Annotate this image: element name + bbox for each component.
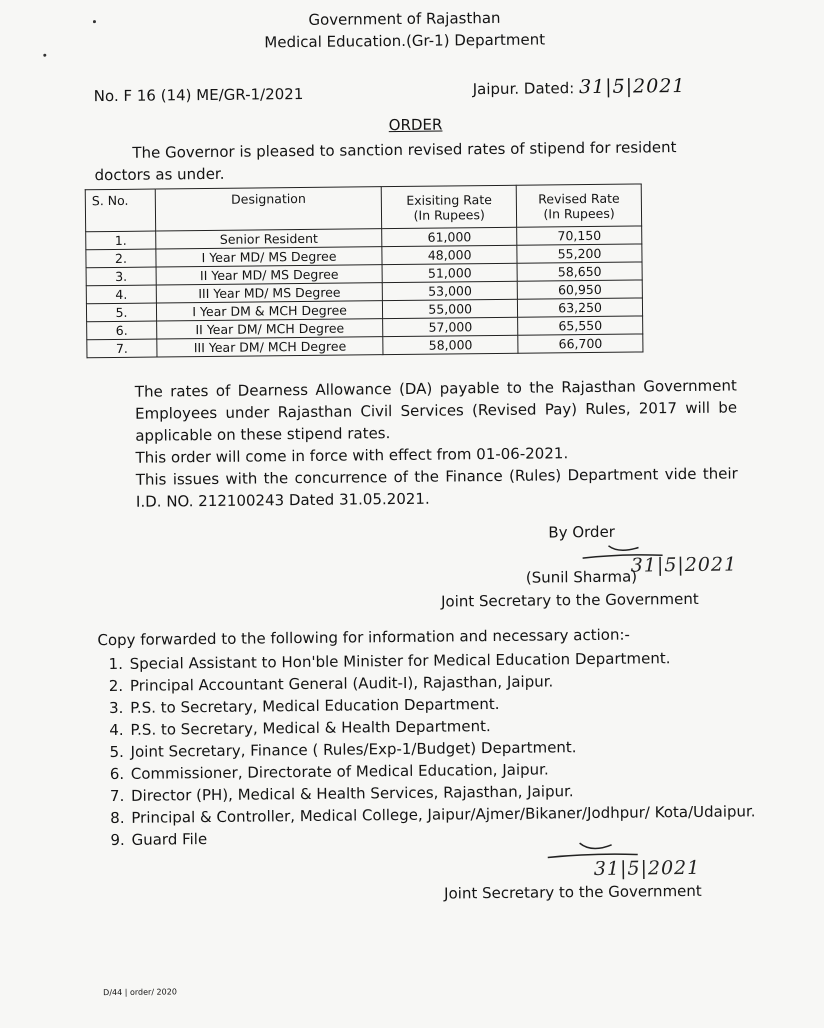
table-row: 7. III Year DM/ MCH Degree 58,000 66,700 [87, 334, 643, 358]
order-reference-number: No. F 16 (14) ME/GR-1/2021 [93, 84, 304, 106]
table-row: 6. II Year DM/ MCH Degree 57,000 65,550 [87, 316, 643, 340]
intro-line-1: The Governor is pleased to sanction revised rates of stipend for resident [132, 138, 677, 162]
list-item: 1. Special Assistant to Hon'ble Minister for Medical Education Department. [128, 646, 768, 675]
order-title: ORDER [388, 115, 443, 135]
handwritten-date: 31|5|2021 [578, 74, 686, 99]
paragraph-da-rates: The rates of Dearness Allowance (DA) payable to the Rajasthan Government Employees under Rajasthan Civil Services (Revised Pay) Rules, 2017 will be applicable on these stipend rates. [134, 376, 738, 445]
order-date [473, 75, 686, 99]
signatory-designation-2: Joint Secretary to the Government [444, 881, 702, 903]
by-order-label: By Order [548, 522, 616, 542]
header-existing-rate: Exisiting Rate (In Rupees) [381, 185, 516, 228]
distribution-list [98, 646, 770, 851]
document-footer-code: D/44 | order/ 2020 [103, 987, 177, 998]
svg-text:31|5|2021: 31|5|2021 [593, 856, 701, 880]
handwritten-initials-icon [543, 830, 704, 882]
list-item: 5. Joint Secretary, Finance ( Rules/Exp-1/Budget) Department. [129, 734, 769, 763]
table-row: 3. II Year MD/ MS Degree 51,000 58,650 [86, 262, 642, 286]
table-header-row [85, 184, 641, 232]
list-item: 4. P.S. to Secretary, Medical & Health Department. [128, 712, 768, 741]
intro-text [94, 136, 724, 187]
list-item: 3. P.S. to Secretary, Medical Education Department. [128, 690, 768, 719]
table-row: 5. I Year DM & MCH Degree 55,000 63,250 [86, 298, 642, 322]
list-item: 7. Director (PH), Medical & Health Services, Rajasthan, Jaipur. [129, 778, 769, 807]
order-body [97, 374, 738, 513]
list-item: 2. Principal Accountant General (Audit-I), Rajasthan, Jaipur. [128, 668, 768, 697]
stipend-rates-table [85, 183, 644, 358]
list-item: 8. Principal & Controller, Medical College, Jaipur/Ajmer/Bikaner/Jodhpur/ Kota/Udaipur. [129, 800, 769, 829]
table-row: 4. III Year MD/ MS Degree 53,000 60,950 [86, 280, 642, 304]
header-designation: Designation [155, 187, 382, 231]
paragraph-effective-date: This order will come in force with effect from 01-06-2021. [135, 444, 569, 467]
list-item: 6. Commissioner, Directorate of Medical Education, Jaipur. [129, 756, 769, 785]
signatory-designation: Joint Secretary to the Government [440, 589, 699, 611]
list-item: 9. Guard File [129, 822, 769, 851]
copy-forwarded-heading: Copy forwarded to the following for information and necessary action:- [97, 625, 630, 650]
header-department: Medical Education.(Gr-1) Department [264, 30, 546, 52]
header-government: Government of Rajasthan [308, 8, 501, 29]
paragraph-finance-concurrence: This issues with the concurrence of the Finance (Rules) Department vide their I.D. NO. 212100243 Dated 31.05.2021. [135, 464, 738, 511]
intro-line-2: doctors as under. [94, 164, 225, 185]
dated-label: Jaipur. Dated: [472, 79, 575, 99]
table-row: 2. I Year MD/ MS Degree 48,000 55,200 [86, 244, 642, 268]
header-revised-rate: Revised Rate (In Rupees) [516, 184, 641, 227]
header-sno: S. No. [85, 189, 155, 232]
table-row: 1. Senior Resident 61,000 70,150 [86, 226, 642, 250]
svg-text:31|5|2021: 31|5|2021 [630, 553, 738, 577]
signatory-name: (Sunil Sharma) [525, 567, 638, 587]
